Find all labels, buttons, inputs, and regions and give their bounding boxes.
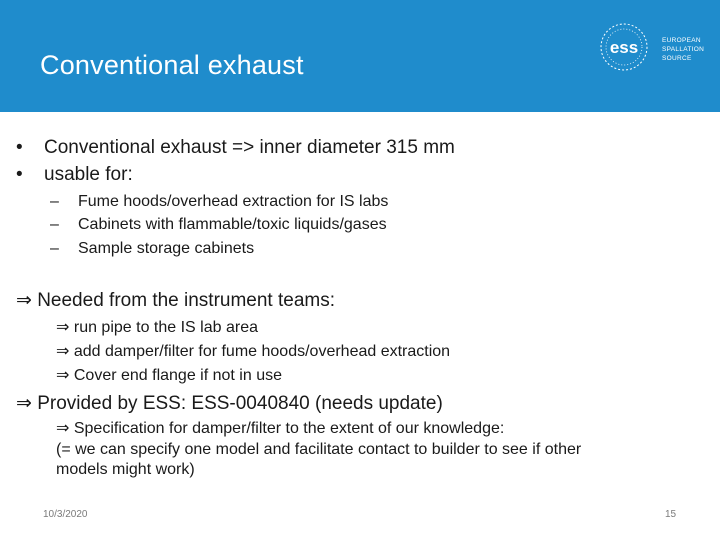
implies-arrow-icon: ⇒ bbox=[56, 365, 70, 384]
bullet-item: • Conventional exhaust => inner diameter 315 mm bbox=[16, 137, 455, 158]
implies-arrow-icon: ⇒ bbox=[56, 418, 70, 437]
bullet-icon: • bbox=[16, 137, 23, 158]
provided-item: ⇒ Specification for damper/filter to the extent of our knowledge: bbox=[56, 418, 505, 437]
dash-icon: – bbox=[50, 193, 59, 210]
needed-item: ⇒ Cover end flange if not in use bbox=[56, 365, 282, 384]
logo-wordmark: EUROPEAN SPALLATION SOURCE bbox=[662, 37, 705, 62]
dash-icon: – bbox=[50, 240, 59, 257]
bullet-icon: • bbox=[16, 164, 23, 185]
page-number: 15 bbox=[665, 509, 677, 520]
slide-title: Conventional exhaust bbox=[40, 50, 304, 80]
needed-item: ⇒ run pipe to the IS lab area bbox=[56, 317, 258, 336]
sub-bullet-item: – Fume hoods/overhead extraction for IS labs bbox=[50, 193, 389, 210]
provided-note-line: (= we can specify one model and facilitate contact to builder to see if other bbox=[56, 441, 582, 458]
implies-arrow-icon: ⇒ bbox=[56, 317, 70, 336]
logo-mark: ess bbox=[609, 38, 639, 57]
implies-arrow-icon: ⇒ bbox=[16, 289, 32, 311]
implies-arrow-icon: ⇒ bbox=[16, 392, 32, 414]
implies-arrow-icon: ⇒ bbox=[56, 341, 70, 360]
sub-bullet-item: – Sample storage cabinets bbox=[50, 240, 255, 257]
provided-note-line: models might work) bbox=[56, 461, 195, 478]
sub-bullet-item: – Cabinets with flammable/toxic liquids/gases bbox=[50, 216, 387, 233]
provided-heading: ⇒ Provided by ESS: ESS-0040840 (needs update) bbox=[16, 392, 443, 414]
needed-heading: ⇒ Needed from the instrument teams: bbox=[16, 289, 336, 311]
needed-item: ⇒ add damper/filter for fume hoods/overhead extraction bbox=[56, 341, 451, 360]
header-banner bbox=[0, 0, 720, 112]
footer-date: 10/3/2020 bbox=[43, 509, 88, 520]
bullet-item: • usable for: bbox=[16, 164, 133, 185]
dash-icon: – bbox=[50, 216, 59, 233]
